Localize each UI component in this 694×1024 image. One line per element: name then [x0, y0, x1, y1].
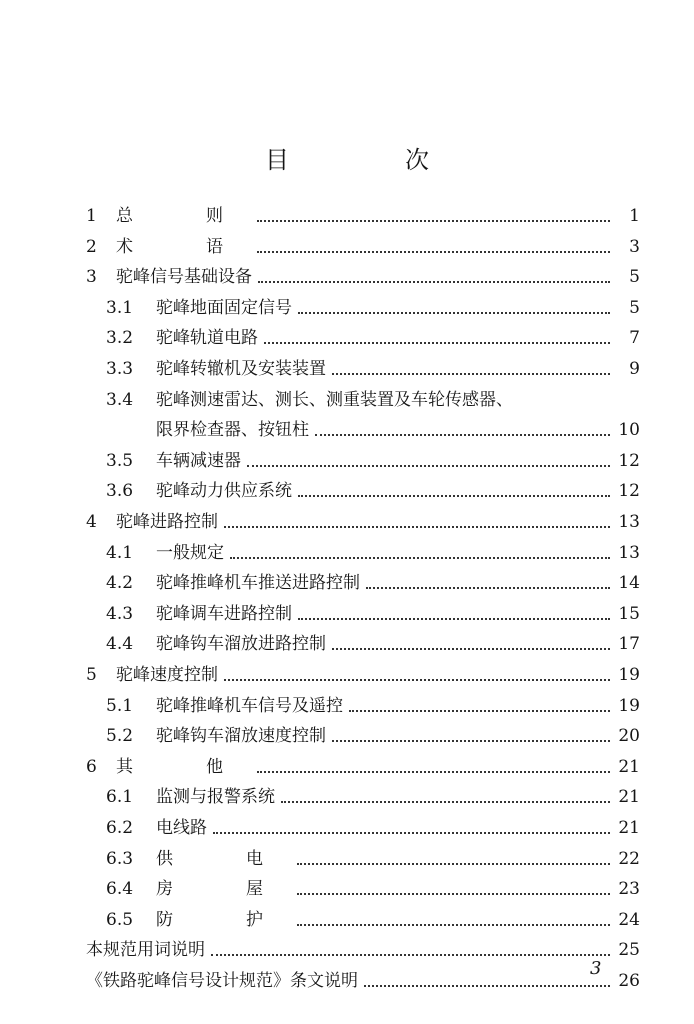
dot-leader: [224, 520, 610, 528]
toc-entry-title: 驼峰进路控制: [116, 512, 218, 532]
toc-entry-page: 13: [618, 512, 640, 532]
toc-entry-title: 总 则: [116, 206, 251, 226]
toc-entry-page: 21: [618, 818, 640, 838]
toc-entry-page: 13: [618, 542, 640, 563]
toc-entry-page: 19: [618, 695, 640, 716]
toc-entry[interactable]: [106, 900, 640, 930]
dot-leader: [247, 459, 610, 467]
toc-entry-page: 20: [618, 726, 640, 747]
toc-entry[interactable]: [86, 655, 640, 685]
toc-entry-number: 6.3: [106, 848, 134, 869]
toc-entry-title: 车辆减速器: [156, 450, 241, 471]
dot-leader: [264, 336, 610, 344]
dot-leader: [349, 704, 610, 712]
toc-entry-number: 5.1: [106, 695, 134, 716]
toc-entry-page: 17: [618, 634, 640, 655]
toc-entry-title: 供 电: [156, 848, 291, 869]
toc-entry-title: 驼峰推峰机车推送进路控制: [156, 573, 360, 594]
dot-leader: [332, 734, 610, 742]
toc-entry-page: 24: [618, 909, 640, 930]
dot-leader: [298, 489, 610, 497]
toc-entry-number: 4.3: [106, 603, 134, 624]
toc-entry[interactable]: [106, 563, 640, 593]
toc-entry-title: 其 他: [116, 756, 251, 777]
toc-entry[interactable]: [86, 257, 640, 287]
toc-entry-number: 3.2: [106, 328, 134, 349]
toc-entry[interactable]: [106, 288, 640, 318]
toc-entry-page: 10: [618, 420, 640, 441]
toc-title: 目 次: [265, 146, 475, 174]
toc-entry-number: 3.5: [106, 450, 134, 471]
toc-entry-page: 9: [629, 359, 640, 379]
page-number: 3: [590, 958, 602, 979]
toc-entry[interactable]: [106, 777, 640, 807]
dot-leader: [257, 765, 610, 773]
dot-leader: [332, 367, 610, 375]
dot-leader: [257, 214, 610, 222]
toc-entry[interactable]: [106, 594, 640, 624]
toc-entry[interactable]: [86, 502, 640, 532]
toc-entry[interactable]: [106, 716, 640, 746]
toc-entry-page: 1: [629, 206, 640, 226]
toc-entry-page: 5: [629, 297, 640, 318]
dot-leader: [315, 428, 610, 436]
toc-entry[interactable]: [106, 471, 640, 501]
toc-entry-number: 4.1: [106, 542, 134, 563]
toc-entry-number: 4.2: [106, 573, 134, 594]
toc-entry-page: 15: [618, 603, 640, 624]
dot-leader: [281, 795, 610, 803]
dot-leader: [297, 918, 610, 926]
dot-leader: [211, 948, 610, 956]
toc-entry-page: 12: [618, 450, 640, 471]
toc-entry-number: 6.4: [106, 879, 134, 900]
dot-leader: [258, 275, 610, 283]
toc-entry-continuation[interactable]: [156, 410, 640, 440]
toc-entry-title: 驼峰钩车溜放进路控制: [156, 634, 326, 655]
dot-leader: [224, 673, 610, 681]
toc-entry-title: 驼峰钩车溜放速度控制: [156, 726, 326, 747]
toc-entry-number: 3.1: [106, 297, 134, 318]
toc-entry-page: 3: [629, 236, 640, 257]
toc-entry-number: 4: [86, 512, 97, 532]
toc-entry-number: 6.5: [106, 909, 134, 930]
toc-entry-number: 5: [86, 665, 97, 685]
toc-entry-title: 驼峰测速雷达、测长、测重装置及车轮传感器、: [156, 389, 513, 410]
toc-entry-title: 驼峰调车进路控制: [156, 603, 292, 624]
toc-entry[interactable]: [106, 533, 640, 563]
toc-entry[interactable]: [106, 441, 640, 471]
toc-entry[interactable]: [106, 318, 640, 348]
toc-entry-page: 7: [629, 328, 640, 349]
toc-entry-number: 2: [86, 236, 97, 257]
toc-entry[interactable]: [106, 839, 640, 869]
dot-leader: [364, 979, 610, 987]
toc-entry-title: 驼峰推峰机车信号及遥控: [156, 695, 343, 716]
toc-entry[interactable]: [106, 686, 640, 716]
toc-entry-page: 19: [618, 665, 640, 685]
toc-entry-number: 3.4: [106, 389, 134, 410]
toc-entry-number: 4.4: [106, 634, 134, 655]
toc-entry-title: 电线路: [156, 818, 207, 838]
toc-entry-title: 防 护: [156, 909, 291, 930]
toc-entry-page: 21: [618, 756, 640, 777]
toc-entry-number: 6.1: [106, 787, 134, 808]
toc-entry[interactable]: [86, 930, 640, 960]
toc-entry-page: 21: [618, 787, 640, 808]
toc-entry-number: 6.2: [106, 818, 134, 838]
toc-entry[interactable]: [106, 624, 640, 654]
toc-entry[interactable]: [106, 349, 640, 379]
dot-leader: [213, 826, 610, 834]
toc-entry[interactable]: [86, 227, 640, 257]
toc-entry-title: 《铁路驼峰信号设计规范》条文说明: [86, 971, 358, 991]
dot-leader: [297, 887, 610, 895]
toc-entry-title: 驼峰速度控制: [116, 665, 218, 685]
dot-leader: [297, 857, 610, 865]
toc-entry-title: 驼峰动力供应系统: [156, 481, 292, 502]
dot-leader: [230, 551, 610, 559]
toc-entry-title: 本规范用词说明: [86, 940, 205, 961]
toc-entry[interactable]: [106, 808, 640, 838]
toc-entry-title: 驼峰转辙机及安装装置: [156, 359, 326, 379]
toc-entry-number: 1: [86, 206, 97, 226]
toc-entry[interactable]: [86, 747, 640, 777]
toc-entry-number: 3: [86, 267, 97, 288]
toc-entry-page: 5: [629, 267, 640, 288]
toc-entry[interactable]: [106, 869, 640, 899]
toc-entry-title: 术 语: [116, 236, 251, 257]
dot-leader: [298, 306, 610, 314]
toc-entry-title: 驼峰信号基础设备: [116, 267, 252, 288]
toc-entry-title: 房 屋: [156, 879, 291, 900]
dot-leader: [257, 245, 610, 253]
toc-entry-number: 6: [86, 756, 97, 777]
toc-entry-page: 25: [618, 940, 640, 961]
toc-entry-title: 驼峰地面固定信号: [156, 297, 292, 318]
dot-leader: [332, 642, 610, 650]
toc-entry-page: 14: [618, 573, 640, 594]
toc-entry-title: 驼峰轨道电路: [156, 328, 258, 349]
toc-entry-page: 22: [618, 848, 640, 869]
toc-entry-page: 12: [618, 481, 640, 502]
toc-entry-title: 一般规定: [156, 542, 224, 563]
toc-entry-page: 26: [618, 971, 640, 991]
toc-entry[interactable]: [106, 380, 640, 410]
toc-entry[interactable]: [86, 196, 640, 226]
toc-entry-title: 监测与报警系统: [156, 787, 275, 808]
toc-entry-number: 3.3: [106, 359, 134, 379]
dot-leader: [298, 612, 610, 620]
toc-entry-title-line2: 限界检查器、按钮柱: [156, 420, 309, 441]
toc-entry-page: 23: [618, 879, 640, 900]
toc-entry-number: 3.6: [106, 481, 134, 502]
toc-entry-number: 5.2: [106, 726, 134, 747]
dot-leader: [366, 581, 610, 589]
toc-entry[interactable]: [86, 961, 640, 991]
